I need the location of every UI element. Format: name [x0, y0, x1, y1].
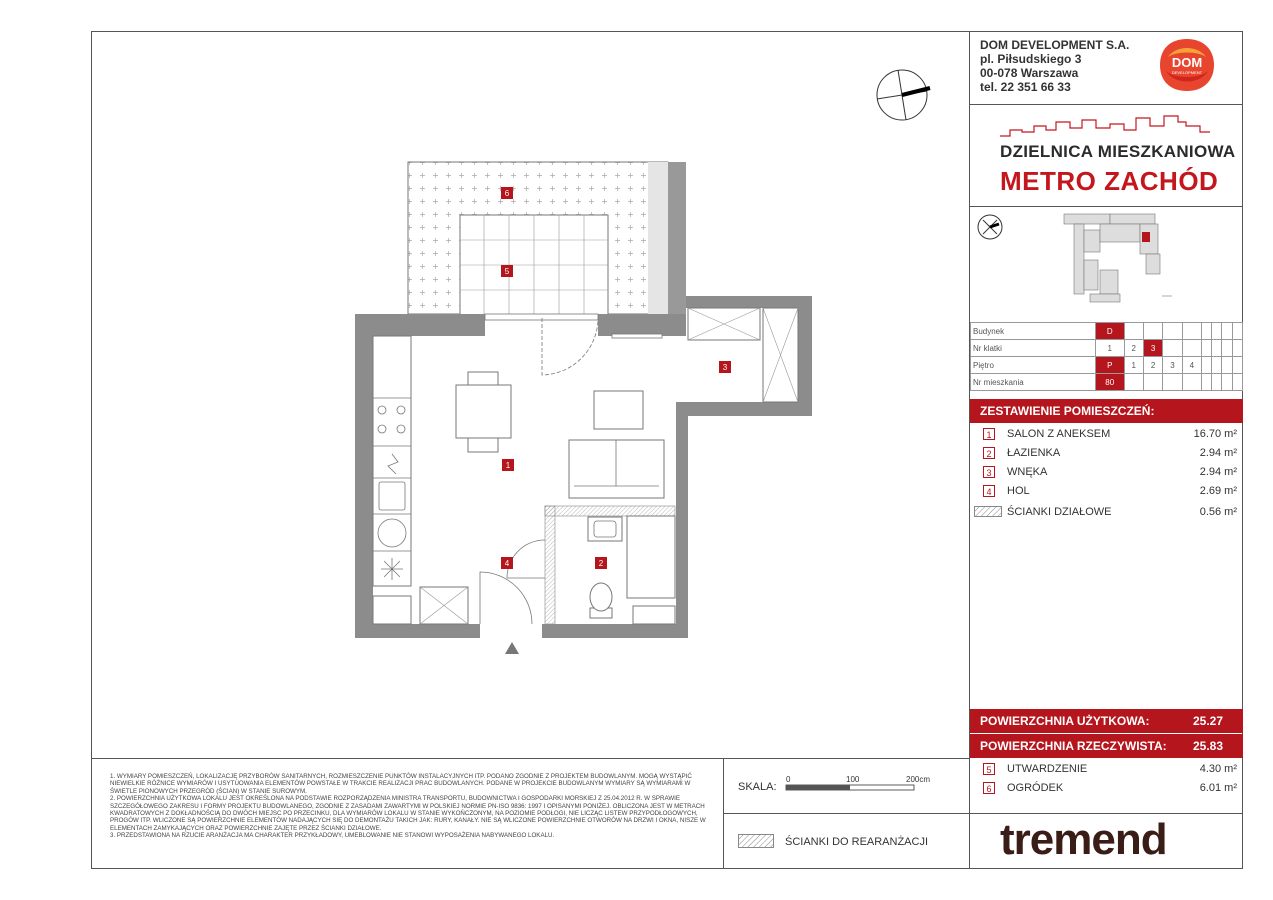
note-paragraph: 3. PRZEDSTAWIONA NA RZUCIE ARANŻACJA MA CHARAKTER PRZYKŁADOWY, UMEBLOWANIE NIE STANOWI WYPOSAŻENIA NABYWANEGO LOKALU.: [110, 832, 555, 840]
info-cell: [1182, 374, 1201, 391]
company-address: pl. Piłsudskiego 3: [980, 52, 1082, 66]
label-hall: 4: [504, 559, 510, 568]
scale-tick-0: 0: [786, 775, 791, 784]
divider-brand: [969, 104, 1243, 105]
dom-logo: [1158, 37, 1216, 93]
bathtub: [627, 516, 675, 598]
partition-wall: [545, 506, 555, 624]
room-number: 2: [983, 447, 995, 459]
label-garden: 6: [504, 189, 510, 198]
room-row: [970, 443, 1243, 462]
usable-area-label: POWIERZCHNIA UŻYTKOWA:: [980, 714, 1150, 728]
hatch-icon: [974, 506, 1002, 517]
room-area: 2.94 m²: [1199, 447, 1237, 459]
extra-number: 5: [983, 763, 995, 775]
sofa: [569, 440, 664, 498]
site-key-plan: [1060, 210, 1175, 305]
window: [612, 334, 662, 338]
scale-label: SKALA:: [738, 781, 777, 793]
info-row: [971, 340, 1243, 357]
partitions-area: 0.56 m²: [1199, 506, 1237, 518]
ottoman: [594, 391, 643, 429]
room-area: 2.94 m²: [1199, 466, 1237, 478]
legend-label: ŚCIANKI DO REARANŻACJI: [785, 836, 929, 848]
legend-hatch-icon: [738, 834, 774, 848]
company-city: 00-078 Warszawa: [980, 66, 1079, 80]
scale-tick-100: 100: [846, 775, 860, 784]
info-cell: [1222, 323, 1232, 340]
info-cell: [1232, 374, 1242, 391]
info-cell: [1202, 323, 1212, 340]
floor-plan: [340, 150, 820, 660]
info-cell: [1182, 323, 1201, 340]
partitions-row: [970, 502, 1243, 521]
entrance-door: [480, 572, 532, 624]
info-cell: [1222, 357, 1232, 374]
contractor-logo: tremend: [1000, 815, 1167, 864]
info-label: Nr mieszkania: [971, 374, 1096, 391]
info-cell: 3: [1143, 340, 1162, 357]
info-cell: 1: [1124, 357, 1143, 374]
info-cell: [1202, 374, 1212, 391]
extra-area: 6.01 m²: [1199, 782, 1237, 794]
info-cell: [1163, 340, 1182, 357]
partitions-name: ŚCIANKI DZIAŁOWE: [1007, 506, 1112, 518]
info-cell: 2: [1124, 340, 1143, 357]
skyline-icon: [1000, 112, 1210, 142]
info-row: [971, 357, 1243, 374]
terrace-door: [542, 318, 598, 375]
usable-area-bar: [970, 709, 1243, 733]
window: [485, 314, 598, 320]
extra-area: 4.30 m²: [1199, 763, 1237, 775]
room-name: HOL: [1007, 485, 1030, 497]
label-alcove: 3: [722, 363, 728, 372]
company-info: [980, 38, 1129, 94]
dining-table: [456, 385, 511, 438]
room-number: 3: [983, 466, 995, 478]
extra-number: 6: [983, 782, 995, 794]
info-cell: 1: [1096, 340, 1125, 357]
rooms-heading: ZESTAWIENIE POMIESZCZEŃ:: [970, 399, 1243, 423]
divider-contractor: [969, 813, 1243, 814]
extra-row: [970, 759, 1243, 778]
scale-bar: [782, 774, 942, 796]
unit-info-table: [970, 322, 1243, 391]
info-cell: [1222, 340, 1232, 357]
info-row: [971, 374, 1243, 391]
cabinet: [373, 596, 411, 624]
legal-notes: [110, 773, 710, 840]
actual-area-label: POWIERZCHNIA RZECZYWISTA:: [980, 739, 1167, 753]
divider-legend: [723, 813, 969, 814]
brand-line2: METRO ZACHÓD: [1000, 166, 1219, 196]
info-cell: [1143, 323, 1162, 340]
room-name: WNĘKA: [1007, 466, 1048, 478]
keyplan-compass-icon: [975, 212, 1005, 242]
room-row: [970, 424, 1243, 443]
partition-wall: [545, 506, 675, 516]
info-cell: P: [1096, 357, 1125, 374]
info-cell: [1143, 374, 1162, 391]
info-cell: [1202, 357, 1212, 374]
info-cell: [1124, 323, 1143, 340]
room-name: ŁAZIENKA: [1007, 447, 1061, 459]
washing-machine: [633, 606, 675, 624]
compass-icon: [874, 66, 934, 126]
info-cell: [1182, 340, 1201, 357]
room-number: 4: [983, 485, 995, 497]
info-cell: [1212, 374, 1222, 391]
chair: [468, 438, 498, 452]
company-name: DOM DEVELOPMENT S.A.: [980, 38, 1130, 52]
info-cell: 2: [1143, 357, 1162, 374]
garden-side-wall: [648, 162, 668, 314]
garden-boundary-wall: [668, 162, 686, 314]
room-row: [970, 462, 1243, 481]
info-cell: [1222, 374, 1232, 391]
scale-tick-200: 200cm: [906, 775, 931, 784]
chair: [468, 372, 498, 386]
logo-subtext: DEVELOPMENT: [1171, 70, 1203, 75]
actual-area-value: 25.83: [1192, 739, 1223, 753]
kitchen-counter: [373, 336, 411, 586]
info-cell: [1232, 340, 1242, 357]
room-row: [970, 481, 1243, 500]
info-cell: [1163, 374, 1182, 391]
info-cell: [1163, 323, 1182, 340]
info-cell: [1124, 374, 1143, 391]
logo-text: DOM: [1171, 55, 1203, 70]
extra-name: OGRÓDEK: [1007, 782, 1064, 794]
info-label: Piętro: [971, 357, 1096, 374]
label-living: 1: [505, 461, 511, 470]
actual-area-bar: [970, 734, 1243, 758]
info-cell: [1232, 323, 1242, 340]
info-cell: [1202, 340, 1212, 357]
room-area: 16.70 m²: [1193, 428, 1237, 440]
info-cell: 3: [1163, 357, 1182, 374]
divider-notes: [91, 758, 969, 759]
info-cell: 4: [1182, 357, 1201, 374]
room-area: 2.69 m²: [1199, 485, 1237, 497]
label-terrace: 5: [504, 267, 510, 276]
extra-name: UTWARDZENIE: [1007, 763, 1088, 775]
note-paragraph: 1. WYMIARY POMIESZCZEŃ, LOKALIZACJĘ PRZYBORÓW SANITARNYCH, ROZMIESZCZENIE PUNKTÓW INSTALACYJNYCH ITP. PODANO ZGODNIE Z PROJEKTEM BUDOWLANYM. MOGĄ WYSTĄPIĆ NIEWIELKIE RÓŻNICE WYMIARÓW I USYTUOWANIA ELEMENTÓW POWSTAŁE W TRAKCIE REALIZACJI PRAC BUDOWLANYCH. PODANE W PROJEKCIE BUDOWLANYM WYMIARY SĄ WYMIARAMI W ŚWIETLE PIONOWYCH PRZEGRÓD (ŚCIAN) W STANIE SUROWYM.: [110, 773, 692, 795]
divider-keyplan: [969, 206, 1243, 207]
info-cell: [1212, 323, 1222, 340]
info-cell: 80: [1096, 374, 1125, 391]
brand-line1: DZIELNICA MIESZKANIOWA: [1000, 142, 1236, 161]
toilet: [590, 583, 612, 611]
info-cell: D: [1096, 323, 1125, 340]
info-row: [971, 323, 1243, 340]
label-bathroom: 2: [598, 559, 604, 568]
info-cell: [1212, 357, 1222, 374]
company-phone: tel. 22 351 66 33: [980, 80, 1071, 94]
info-label: Nr klatki: [971, 340, 1096, 357]
entrance-arrow-icon: [505, 642, 519, 654]
info-cell: [1232, 357, 1242, 374]
info-label: Budynek: [971, 323, 1096, 340]
info-cell: [1212, 340, 1222, 357]
room-name: SALON Z ANEKSEM: [1007, 428, 1111, 440]
extra-row: [970, 778, 1243, 797]
usable-area-value: 25.27: [1192, 714, 1223, 728]
note-paragraph: 2. POWIERZCHNIA UŻYTKOWA LOKALU JEST OKREŚLONA NA PODSTAWIE ROZPORZĄDZENIA MINISTRA TRANSPORTU, BUDOWNICTWA I GOSPODARKI MORSKIEJ Z 25.04.2012 R. W SPRAWIE SZCZEGÓŁOWEGO ZAKRESU I FORMY PROJEKTU BUDOWLANEGO, ZGODNIE Z ZASADAMI ZAWARTYMI W POLSKIEJ NORMIE PN-ISO 9836: 1997 I OPISANYMI PONIŻEJ. OBLICZONA JEST W METRACH KWADRATOWYCH Z DOKŁADNOŚCIĄ DO DWÓCH MIEJSC PO PRZECINKU, DLA WYMIARÓW LOKALU W STANIE WYKOŃCZONYM, NA POZIOMIE PODŁOGI, NIE LICZĄC LISTEW PRZYPODŁOGOWYCH, PROGÓW ITP. WLICZONE SĄ POWIERZCHNIE ELEMENTÓW NADAJĄCYCH SIĘ DO DEMONTAŻU TAKICH JAK: RURY, KANAŁY. NIE SĄ WLICZONE POWIERZCHNIE OTWORÓW NA DRZWI I OKNA, NISZE W ELEMENTACH ZAMYKAJĄCYCH ORAZ POWIERZCHNIE ZAJĘTE PRZEZ ŚCIANKI DZIAŁOWE.: [110, 795, 706, 832]
room-number: 1: [983, 428, 995, 440]
